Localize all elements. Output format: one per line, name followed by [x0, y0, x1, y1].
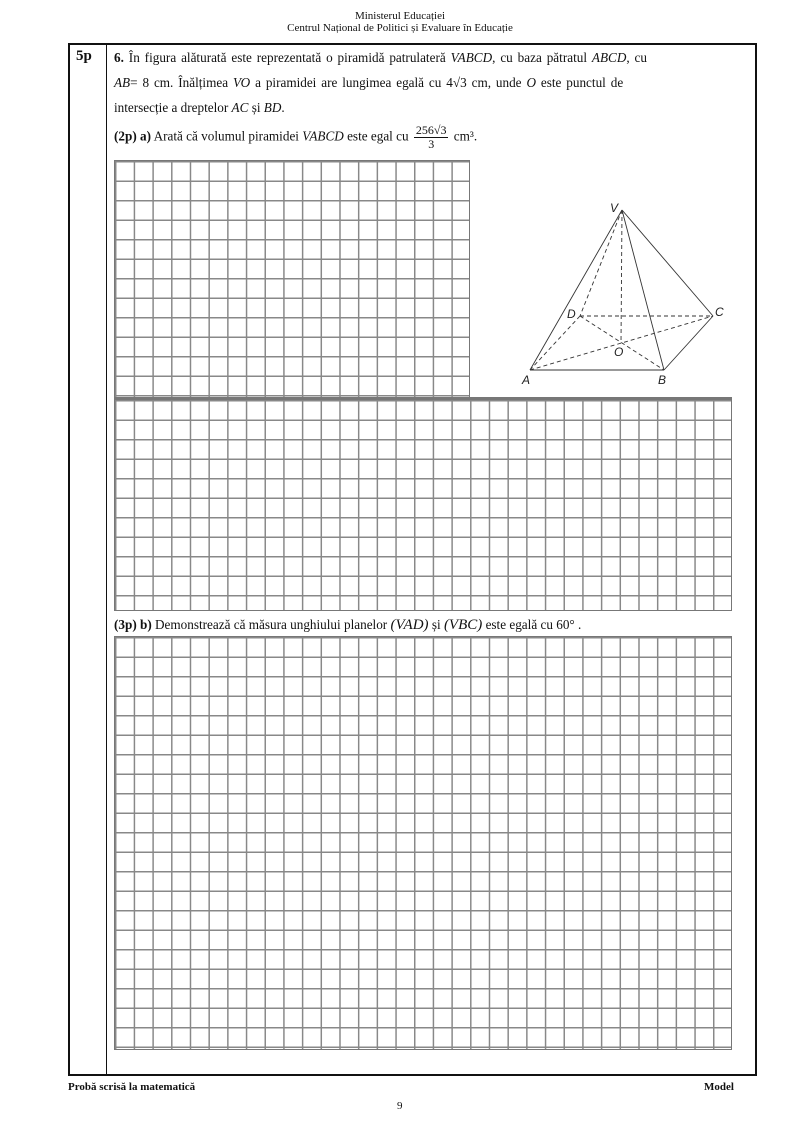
column-divider: [106, 43, 107, 1076]
header-ministry: Ministerul Educației: [354, 10, 446, 22]
text: Arată că volumul piramidei: [153, 128, 299, 144]
pyramid-figure: [500, 195, 740, 390]
answer-grid-a-bottom[interactable]: [114, 397, 732, 611]
problem-line-2: [114, 75, 623, 91]
footer-left: Probă scrisă la matematică: [68, 1081, 196, 1093]
text: a piramidei are lungimea egală cu 4√3 cm, unde: [255, 75, 522, 90]
answer-grid-a-top[interactable]: [114, 160, 470, 398]
math: BD: [263, 100, 282, 115]
text: .: [281, 100, 285, 115]
math: VABCD: [302, 128, 344, 144]
part-a-prompt: [114, 124, 477, 151]
math: (VAD): [390, 617, 429, 633]
text: și: [251, 100, 261, 115]
fraction-denominator: 3: [428, 137, 435, 151]
footer-right: Model: [704, 1081, 734, 1093]
text: este egală cu 60° .: [485, 617, 582, 632]
header-center: Centrul Național de Politici și Evaluare în Educație: [287, 22, 513, 34]
problem-line-3: [114, 100, 285, 116]
part-b-prompt: [114, 617, 581, 633]
text: În figura alăturată este reprezentată o piramidă patrulateră: [128, 50, 446, 65]
math: O: [526, 75, 536, 90]
label-V: V: [610, 201, 619, 215]
points-label: 5p: [76, 48, 92, 64]
math: ABCD: [591, 50, 627, 65]
page-number: 9: [397, 1100, 403, 1112]
math: VABCD: [450, 50, 493, 65]
volume-fraction: [414, 124, 449, 151]
label-C: C: [715, 305, 724, 319]
part-b-points: (3p) b): [114, 617, 152, 632]
label-A: A: [522, 373, 531, 387]
text: intersecție a dreptelor: [114, 100, 229, 115]
text: este egal cu: [347, 128, 409, 144]
label-B: B: [658, 373, 667, 387]
answer-grid-b[interactable]: [114, 636, 732, 1050]
text: , cu: [626, 50, 647, 65]
math: AB: [114, 75, 131, 90]
math: AC: [231, 100, 249, 115]
text: și: [431, 617, 441, 632]
part-a-points: (2p) a): [114, 128, 151, 144]
problem-number: 6.: [114, 50, 124, 65]
unit: cm³.: [453, 128, 478, 144]
label-O: O: [614, 345, 624, 359]
label-D: D: [567, 307, 576, 321]
text: este punctul de: [540, 75, 624, 90]
problem-line-1: [114, 50, 647, 66]
fraction-numerator: 256√3: [415, 123, 447, 137]
text: Demonstrează că măsura unghiului planelor: [155, 617, 388, 632]
math: (VBC): [443, 617, 483, 633]
math: VO: [232, 75, 251, 90]
text: = 8 cm. Înălțimea: [130, 75, 229, 90]
text: , cu baza pătratul: [492, 50, 587, 65]
